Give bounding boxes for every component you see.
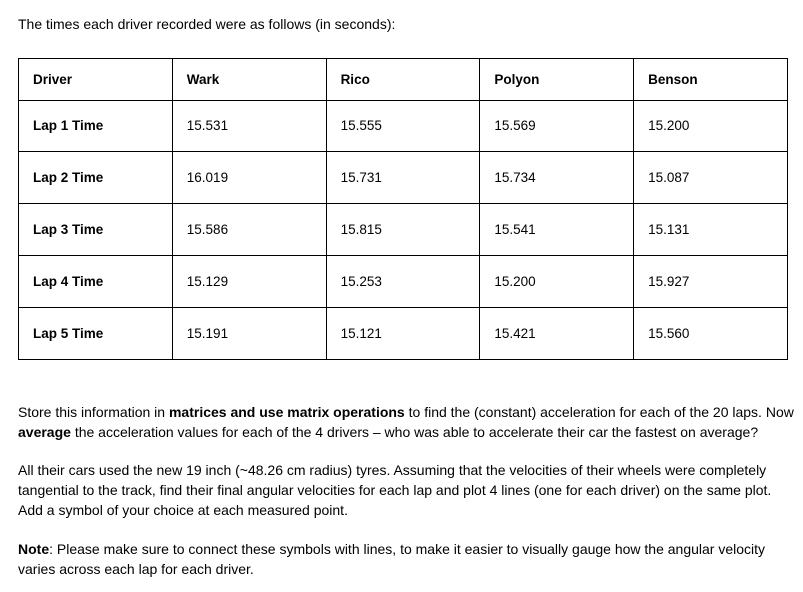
instruction-paragraph-2: All their cars used the new 19 inch (~48.26 cm radius) tyres. Assuming that the velocities of their wheels were completely tangential to the track, find their final angular velocities for each lap and plot 4 lines (one for each driver) on the same plot. Add a symbol of your choice at each measured point.: [18, 462, 772, 518]
table-cell: 15.569: [480, 100, 634, 152]
table-cell: 15.541: [480, 204, 634, 256]
note-text: : Please make sure to connect these symbols with lines, to make it easier to visually gauge how the angular velocity varies across each lap for each driver.: [18, 541, 766, 577]
table-cell: 16.019: [172, 152, 326, 204]
note-paragraph: [18, 539, 798, 579]
header-wark: Wark: [172, 59, 326, 101]
table-cell: 15.191: [172, 308, 326, 360]
table-cell: 15.129: [172, 256, 326, 308]
table-cell: 15.586: [172, 204, 326, 256]
table-cell: 15.200: [634, 100, 788, 152]
table-cell: 15.421: [480, 308, 634, 360]
table-cell: 15.087: [634, 152, 788, 204]
table-cell: 15.731: [326, 152, 480, 204]
table-header-row: [19, 59, 788, 101]
table-cell: 15.200: [480, 256, 634, 308]
row-label: Lap 1 Time: [19, 100, 173, 152]
bold-segment: average: [18, 424, 71, 440]
intro-text: The times each driver recorded were as follows (in seconds):: [18, 16, 396, 32]
text-segment: Store this information in: [18, 404, 169, 420]
row-label: Lap 2 Time: [19, 152, 173, 204]
table-row: [19, 100, 788, 152]
lap-times-table: [18, 58, 788, 360]
row-label: Lap 3 Time: [19, 204, 173, 256]
table-cell: 15.560: [634, 308, 788, 360]
table-cell: 15.531: [172, 100, 326, 152]
table-row: [19, 152, 788, 204]
note-label: Note: [18, 541, 50, 557]
text-segment: the acceleration values for each of the 4 drivers – who was able to accelerate their car the fastest on average?: [70, 424, 759, 440]
bold-segment: matrices and use matrix operations: [168, 404, 405, 420]
table-cell: 15.927: [634, 256, 788, 308]
table-row: [19, 308, 788, 360]
table-cell: 15.121: [326, 308, 480, 360]
table-cell: 15.555: [326, 100, 480, 152]
table-cell: 15.131: [634, 204, 788, 256]
table-row: [19, 204, 788, 256]
header-polyon: Polyon: [480, 59, 634, 101]
table-row: [19, 256, 788, 308]
instruction-paragraph-1: [18, 402, 798, 442]
table-cell: 15.734: [480, 152, 634, 204]
row-label: Lap 4 Time: [19, 256, 173, 308]
header-driver: Driver: [19, 59, 173, 101]
text-segment: to find the (constant) acceleration for each of the 20 laps. Now: [404, 404, 794, 420]
table-cell: 15.815: [326, 204, 480, 256]
table-cell: 15.253: [326, 256, 480, 308]
header-benson: Benson: [634, 59, 788, 101]
header-rico: Rico: [326, 59, 480, 101]
row-label: Lap 5 Time: [19, 308, 173, 360]
